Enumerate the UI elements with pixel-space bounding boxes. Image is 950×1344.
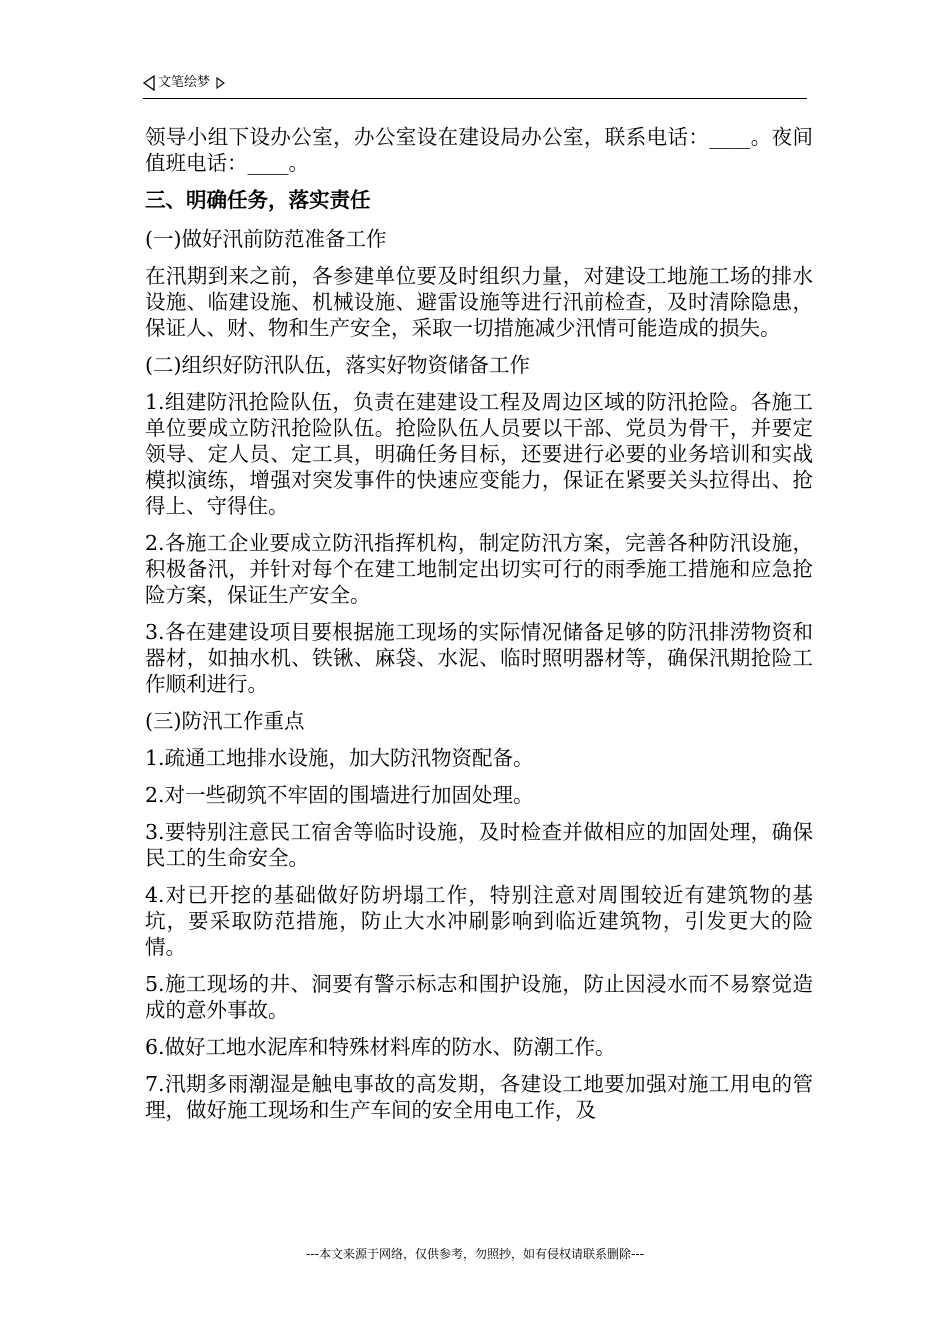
left-triangle-icon (143, 75, 155, 91)
paragraph: 5.施工现场的井、洞要有警示标志和围护设施，防止因浸水而不易察觉造成的意外事故。 (145, 972, 813, 1022)
paragraph: 7.汛期多雨潮湿是触电事故的高发期，各建设工地要加强对施工用电的管理，做好施工现场和生产车间的安全用电工作，及 (145, 1072, 813, 1122)
paragraph: 6.做好工地水泥库和特殊材料库的防水、防潮工作。 (145, 1035, 616, 1059)
paragraph: 3.各在建建设项目要根据施工现场的实际情况储备足够的防汛排涝物资和器材，如抽水机、铁锹、麻袋、水泥、临时照明器材等，确保汛期抢险工作顺利进行。 (145, 620, 813, 696)
paragraph: 2.对一些砌筑不牢固的围墙进行加固处理。 (145, 783, 534, 807)
paragraph: 3.要特别注意民工宿舍等临时设施，及时检查并做相应的加固处理，确保民工的生命安全。 (145, 820, 813, 870)
document-body (145, 124, 813, 1134)
footer-disclaimer: ---本文来源于网络，仅供参考，勿照抄，如有侵权请联系删除--- (306, 1247, 644, 1261)
paragraph: 4.对已开挖的基础做好防坍塌工作，特别注意对周围较近有建筑物的基坑，要采取防范措施，防止大水冲刷影响到临近建筑物，引发更大的险情。 (145, 883, 813, 959)
paragraph: 1.疏通工地排水设施，加大防汛物资配备。 (145, 746, 534, 770)
right-triangle-icon (216, 77, 225, 89)
paragraph: 2.各施工企业要成立防汛指挥机构，制定防汛方案，完善各种防汛设施，积极备汛，并针对每个在建工地制定出切实可行的雨季施工措施和应急抢险方案，保证生产安全。 (145, 531, 813, 607)
paragraph: (二)组织好防汛队伍，落实好物资储备工作 (145, 353, 530, 377)
paragraph: 在汛期到来之前，各参建单位要及时组织力量，对建设工地施工场的排水设施、临建设施、机械设施、避雷设施等进行汛前检查，及时清除隐患，保证人、财、物和生产安全，采取一切措施减少汛情可能造成的损失。 (145, 264, 813, 340)
paragraph: 1.组建防汛抢险队伍，负责在建建设工程及周边区域的防汛抢险。各施工单位要成立防汛抢险队伍。抢险队伍人员要以干部、党员为骨干，并要定领导、定人员、定工具，明确任务目标，还要进行必要的业务培训和实战模拟演练，增强对突发事件的快速应变能力，保证在紧要关头拉得出、抢得上、守得住。 (145, 390, 813, 518)
paragraph: (一)做好汛前防范准备工作 (145, 227, 387, 251)
page-header (143, 72, 807, 99)
paragraph: 领导小组下设办公室，办公室设在建设局办公室，联系电话：____。夜间值班电话：____。 (145, 125, 813, 175)
section-heading: 三、明确任务，落实责任 (145, 188, 371, 212)
paragraph: (三)防汛工作重点 (145, 709, 305, 733)
brand-name: 文笔绘梦 (158, 75, 211, 90)
brand-logo (143, 74, 225, 93)
